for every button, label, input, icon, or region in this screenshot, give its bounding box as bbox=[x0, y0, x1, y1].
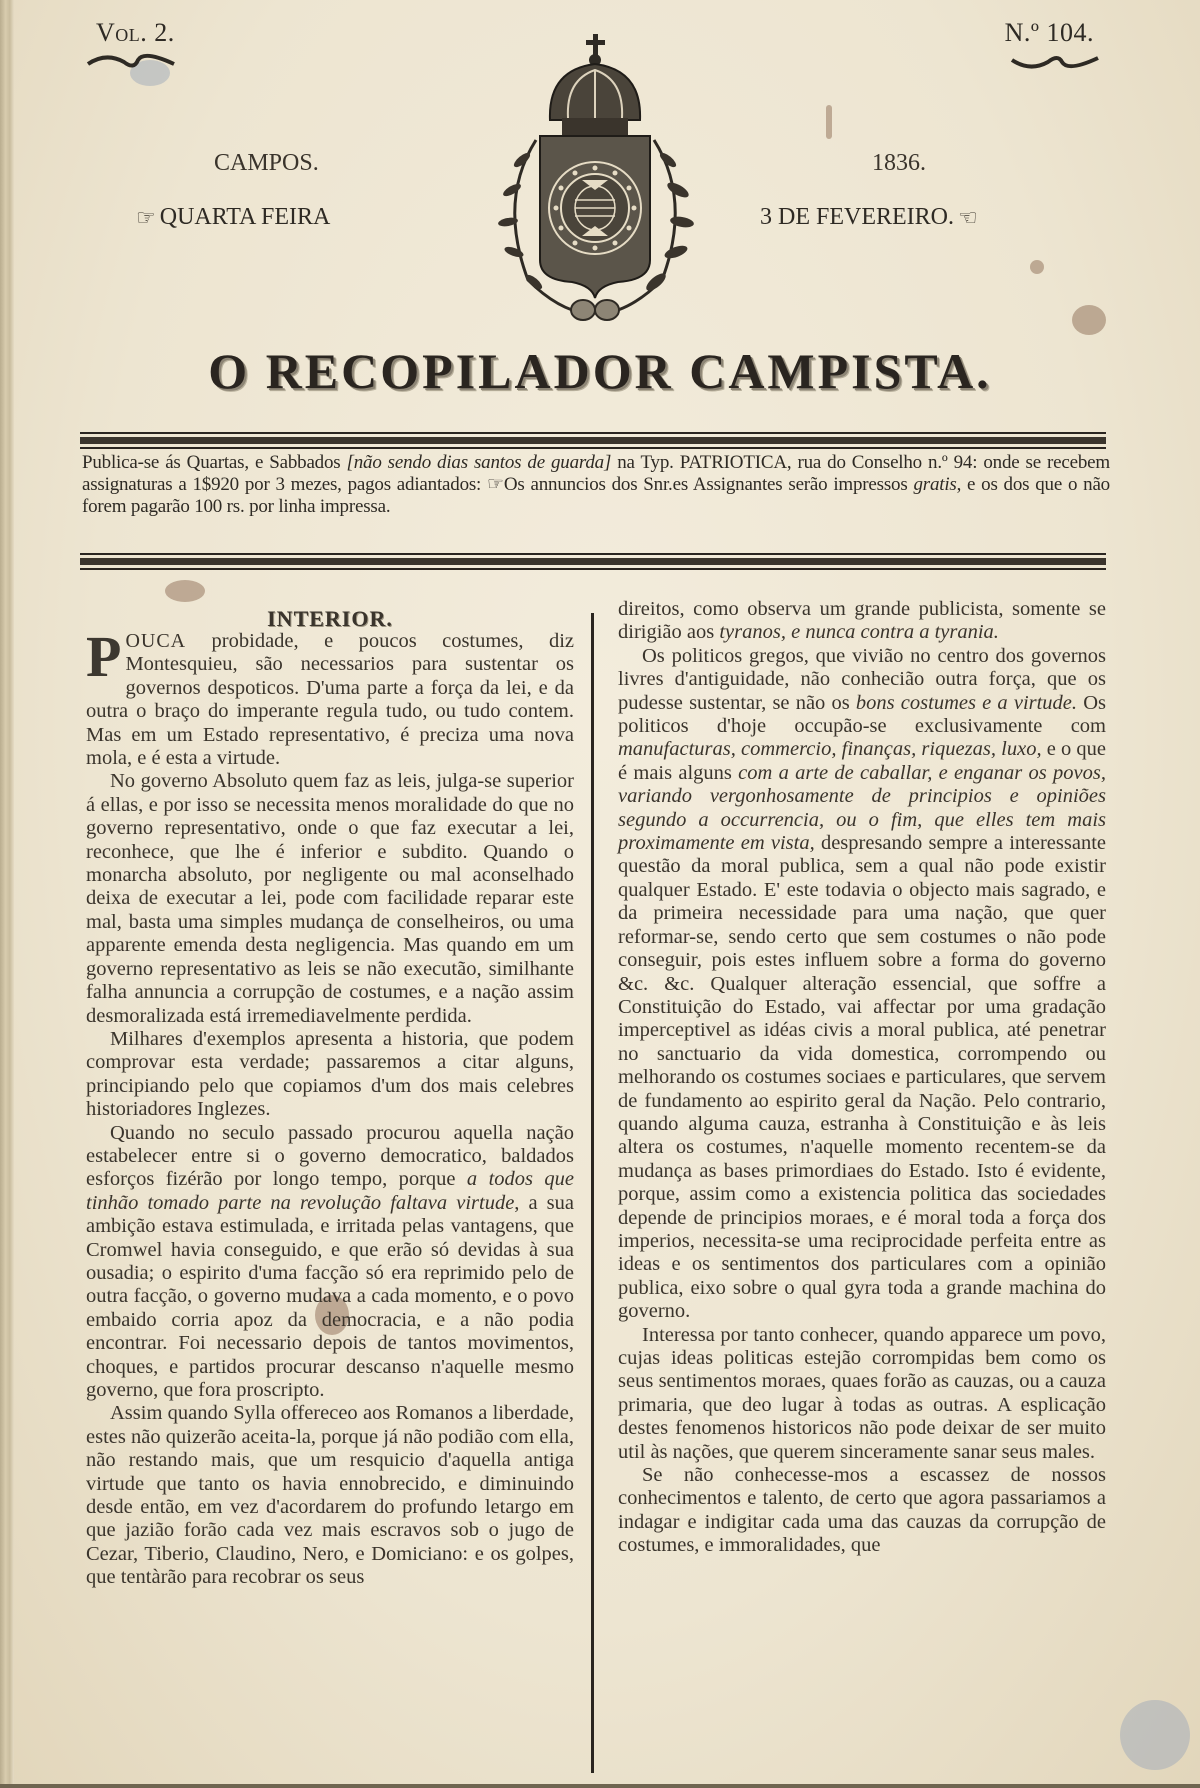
paragraph-italic: com a arte de caballar, e enganar os povos, variando vergonhosamente de principios e opiniões segundo a occurrencia, ou o fim, que elles tem mais proximamente em vista, bbox=[618, 761, 1107, 855]
place-label: CAMPOS. bbox=[214, 150, 319, 176]
paragraph-text: direitos, como observa um grande publicista, somente se dirigião aos bbox=[618, 598, 1106, 644]
section-heading: INTERIOR. bbox=[267, 606, 393, 631]
paragraph-italic: tyranos, e nunca contra a tyrania. bbox=[719, 621, 999, 644]
article-column-left bbox=[86, 600, 574, 1590]
paragraph-text: probidade, e poucos costumes, diz Montesquieu, são necessarios para sustentar os governos despoticos. D'uma parte a força da lei, e da outra o braço do imperante regula tudo, ou tudo contem. Mas em um Estado representativo, é preciza uma nova mola, e é esta a virtude. bbox=[86, 630, 574, 770]
article-paragraph: Assim quando Sylla offereceo aos Romanos a liberdade, estes não quizerão aceita-la, porque já não podião com ella, não restando mais, que um resquicio d'aquella antiga virtude que tanto os havia ennobrecido, e diminuindo desde então, em vez d'acordarem do profundo letargo em que jazião forão cada vez mais escravos sob o jugo de Cezar, Tiberio, Claudino, Nero, e Domiciano: e os golpes, que tentàrão para recobrar os seus bbox=[86, 1402, 574, 1589]
article-paragraph bbox=[86, 1122, 574, 1403]
notice-text: Os annuncios dos Snr.es Assignantes serão impressos bbox=[503, 474, 914, 495]
article-paragraph: No governo Absoluto quem faz as leis, julga-se superior á ellas, e por isso se necessita menos moralidade do que no governo representativo, onde o que faz executar a lei, reconhece, que lhe é inferior e subdito. Quando o monarcha absoluto, por negligente ou mal aconselhado deixa de executar a lei, pode com facilidade reparar este mal, basta uma simples mudança de conselheiros, ou uma apparente emenda desta negligencia. Mas quando em um governo representativo as leis se não executão, similhante falha annuncia a corrupção de costumes, e a nação assim desmoralizada está irremediavelmente perdida. bbox=[86, 770, 574, 1027]
article-paragraph: Milhares d'exemplos apresenta a historia, que podem comprovar esta verdade; passaremos a citar alguns, principiando pelo que copiamos d'um dos mais celebres historiadores Inglezes. bbox=[86, 1027, 574, 1121]
paragraph-text: Os politicos gregos, que vivião no centro dos governos livres d'antiguidade, não conhecião outra força, que os pudesse sustentar, se não os bbox=[618, 644, 1106, 714]
page-binding-edge bbox=[0, 0, 14, 1788]
swash-ornament-icon bbox=[86, 50, 176, 72]
pointing-hand-icon: ☞ bbox=[487, 474, 504, 495]
ink-stain bbox=[1072, 305, 1106, 335]
pointing-hand-icon: ☞ bbox=[136, 204, 156, 230]
double-rule-divider bbox=[80, 432, 1106, 449]
notice-text: na Typ. PATRIOTICA, rua do Conselho n.º 94: onde se recebem assignaturas a 1$920 por 3 mezes, pagos adiantados: bbox=[82, 452, 1110, 495]
paragraph-text: Quando no seculo passado procurou aquella nação estabelecer entre si o governo democratico, baldados esforços fizérão por longo tempo, porque bbox=[86, 1121, 574, 1191]
notice-italic: gratis bbox=[913, 474, 957, 495]
lead-caps: OUCA bbox=[125, 630, 187, 652]
article-paragraph bbox=[618, 598, 1106, 645]
water-stain bbox=[1120, 1700, 1190, 1770]
weekday-label bbox=[136, 204, 330, 231]
article-column-right bbox=[618, 598, 1106, 1558]
year-label: 1836. bbox=[872, 150, 926, 176]
article-paragraph: Interessa por tanto conhecer, quando apparece um povo, cujas ideas politicas estejão corrompidas bem como os seus sentimentos moraes, quaes forão as cauzas, ou a cauza primaria, que deo lugar à todas as outras. A esplicação destes fenomenos historicos não pode deixar de ser muito util às nações, que querem sinceramente sanar seus males. bbox=[618, 1323, 1106, 1463]
article-paragraph bbox=[618, 645, 1106, 1324]
date-label bbox=[760, 204, 978, 231]
ink-stain bbox=[1030, 260, 1044, 274]
ink-stain bbox=[826, 105, 832, 139]
paragraph-text: Os politicos d'hoje occupão-se exclusivamente com bbox=[618, 691, 1106, 738]
ink-stain bbox=[165, 580, 205, 602]
swash-ornament-icon bbox=[1010, 50, 1100, 72]
drop-cap: P bbox=[86, 624, 122, 689]
paragraph-text: despresando sempre a interessante questão da moral publica, sem a qual não pode existir qualquer Estado. E' este todavia o objecto mais sagrado, e da primeira necessidade para uma nação, que quer reformar-se, sendo certo que sem costumes o não pode conseguir, pois estes influem sobre a forma do governo &c. &c. Qualquer alteração essencial, que soffre a Constituição do Estado, vai affectar por uma gradação imperceptivel as idéas civis a moral publica, até penetrar no sanctuario da vida domestica, corrompendo ou melhorando os costumes sociaes e particulares, que servem de fundamento ao espirito geral da Nação. Pelo contrario, quando alguma cauza, estranha à Constituição e às leis altera os costumes, n'aquelle momento recentem-se da mudança as bases primordiaes do Estado. Isto é evidente, porque, assim como a existencia politica das sociedades depende de principios moraes, e é moral toda a força dos imperios, necessita-se uma reciprocidade perfeita entre as ideas e os sentimentos dos particulares com a opinião publica, eixo sobre o qual gyra toda a grande machina do governo. bbox=[618, 832, 1107, 1323]
notice-italic: [não sendo dias santos de guarda] bbox=[346, 452, 612, 473]
paragraph-text: , a sua ambição estava estimulada, e irritada pelas vantagens, que Cromwel havia conseguido, e que erão só devidas à sua ousadia; o espirito d'uma facção só era reprimido pelo de outra facção, o governo mudava a cada momento, e o povo embaido corria apoz da democracia, e a não podia encontrar. Foi necessario depois de tantos movimentos, choques, e partidos procurar descanso n'aquelle mesmo governo, que fora proscripto. bbox=[86, 1191, 574, 1401]
pointing-hand-icon: ☜ bbox=[958, 204, 978, 230]
newspaper-title: O RECOPILADOR CAMPISTA. bbox=[208, 343, 992, 399]
publication-notice bbox=[82, 452, 1110, 518]
page-bottom-edge bbox=[0, 1784, 1200, 1788]
notice-text: , e os dos que o não forem pagarão 100 rs. por linha impressa. bbox=[82, 474, 1110, 517]
notice-text: Publica-se ás Quartas, e Sabbados bbox=[82, 452, 347, 473]
column-separator bbox=[591, 613, 594, 1773]
imperial-coat-of-arms-icon bbox=[478, 30, 714, 326]
weekday-text: QUARTA FEIRA bbox=[159, 204, 331, 230]
paragraph-italic: a todos que tinhão tomado parte na revolução faltava virtude bbox=[86, 1168, 574, 1214]
issue-number: N.º 104. bbox=[1004, 18, 1094, 47]
date-text: 3 DE FEVEREIRO. bbox=[760, 204, 954, 230]
double-rule-divider bbox=[80, 553, 1106, 570]
paragraph-italic: bons costumes e a virtude. bbox=[855, 691, 1078, 714]
volume-label: Vol. 2. bbox=[96, 18, 175, 47]
paragraph-text: e o que é mais alguns bbox=[618, 738, 1107, 784]
article-paragraph bbox=[86, 624, 574, 770]
article-paragraph: Se não conhecesse-mos a escassez de nossos conhecimentos e talento, de certo que agora passariamos a indagar e indigitar cada uma das cauzas da corrupção de costumes, e immoralidades, que bbox=[618, 1464, 1106, 1557]
paragraph-italic: manufacturas, commercio, finanças, riquezas, luxo, bbox=[618, 738, 1042, 761]
